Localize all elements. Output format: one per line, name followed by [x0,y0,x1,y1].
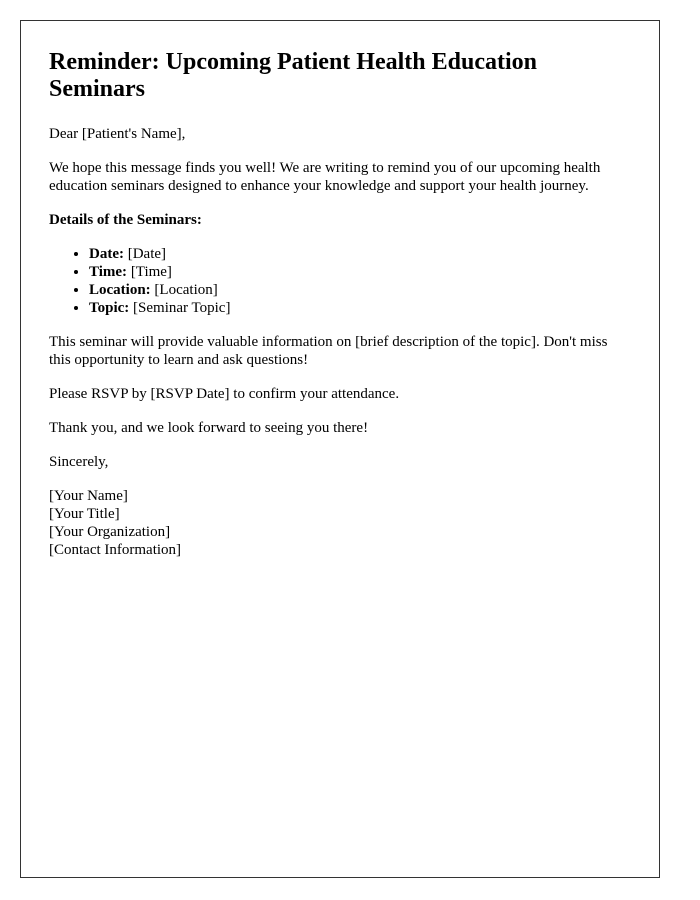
rsvp-paragraph: Please RSVP by [RSVP Date] to confirm your attendance. [49,386,400,402]
signature-block [49,487,629,559]
letter-content [49,49,629,559]
detail-item-date [89,245,629,263]
letter-page [20,20,660,878]
details-heading: Details of the Seminars: [49,212,202,228]
detail-value: [Seminar Topic] [133,300,231,316]
description-paragraph: This seminar will provide valuable information on [brief description of the topic]. Don't miss this opportunity to learn and ask questions! [49,334,608,368]
greeting: Dear [Patient's Name], [49,126,186,142]
detail-item-location [89,281,629,299]
detail-item-time [89,263,629,281]
signature-title: [Your Title] [49,506,120,522]
detail-label: Topic: [89,300,130,316]
signature-name: [Your Name] [49,488,128,504]
thanks-paragraph: Thank you, and we look forward to seeing you there! [49,420,369,436]
details-list [49,245,629,317]
detail-label: Date: [89,246,124,262]
detail-value: [Location] [154,282,218,298]
detail-label: Location: [89,282,151,298]
signature-contact: [Contact Information] [49,542,182,558]
detail-label: Time: [89,264,128,280]
detail-value: [Time] [130,264,172,280]
signature-organization: [Your Organization] [49,524,171,540]
letter-title: Reminder: Upcoming Patient Health Education Seminars [49,49,537,102]
detail-value: [Date] [127,246,167,262]
intro-paragraph: We hope this message finds you well! We are writing to remind you of our upcoming health education seminars designed to enhance your knowledge and support your health journey. [49,160,601,194]
closing: Sincerely, [49,454,109,470]
detail-item-topic [89,299,629,317]
